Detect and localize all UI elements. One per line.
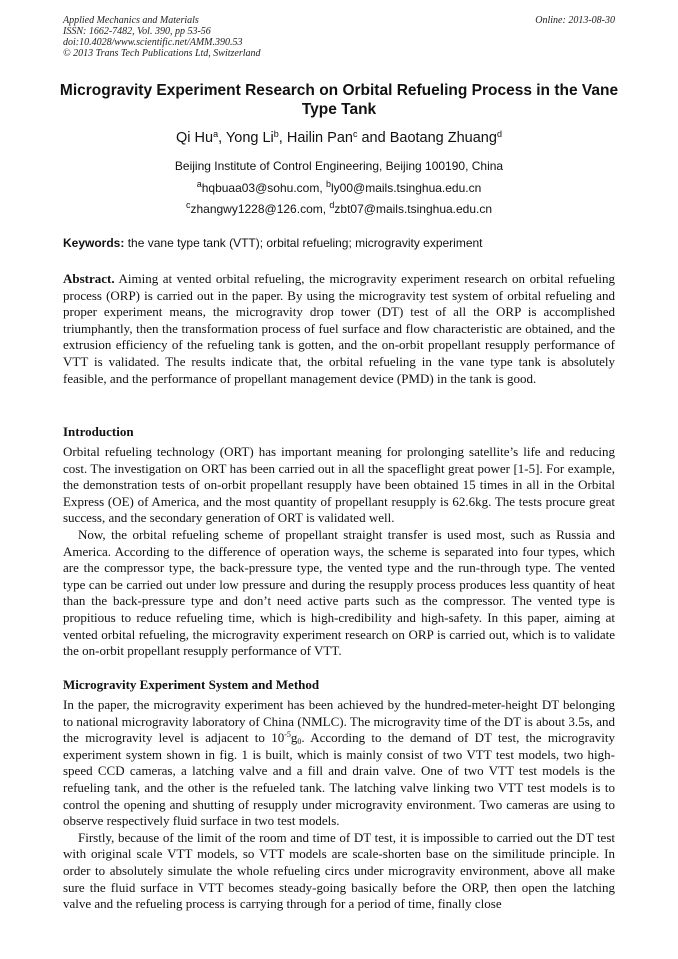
method-body <box>63 697 615 913</box>
author-sup: b <box>273 129 279 139</box>
email-a[interactable]: hqbuaa03@sohu.com <box>201 181 320 195</box>
author-sup: d <box>496 129 502 139</box>
journal-header <box>63 15 615 59</box>
affiliation: Beijing Institute of Control Engineering, Beijing 100190, China <box>174 159 504 173</box>
journal-issn: ISSN: 1662-7482, Vol. 390, pp 53-56 <box>63 26 211 37</box>
author-sup: a <box>213 129 219 139</box>
keywords-label: Keywords: <box>63 236 125 250</box>
abstract-label: Abstract. <box>63 271 115 286</box>
author-name: Baotang Zhuang <box>389 130 497 146</box>
keywords <box>63 236 623 250</box>
paper-title: Microgravity Experiment Research on Orbital Refueling Process in the Vane Type Tank <box>59 82 619 118</box>
paragraph: Orbital refueling technology (ORT) has important meaning for prolonging satellite’s life and reducing cost. The investigation on ORT has been carried out in all the spaceflight great power [1-5]. For example, the demonstration tests of on-orbit propellant resupply have been obtained 15 times in all in the Orbital Express (OE) of America, and the most quantity of propellant resupply is 62.6kg. The tests procure great success, and the secondary generation of ORT is validated well. <box>63 444 615 526</box>
author-name: Yong Li <box>225 130 274 146</box>
introduction-heading: Introduction <box>63 424 134 439</box>
email-b[interactable]: ly00@mails.tsinghua.edu.cn <box>331 181 482 195</box>
author-name: Qi Hu <box>176 130 214 146</box>
email-d[interactable]: zbt07@mails.tsinghua.edu.cn <box>334 202 493 216</box>
keywords-text: the vane type tank (VTT); orbital refueling; microgravity experiment <box>127 236 483 250</box>
method-heading: Microgravity Experiment System and Method <box>63 677 320 692</box>
abstract <box>63 271 615 387</box>
journal-name: Applied Mechanics and Materials <box>63 15 199 26</box>
email-c[interactable]: zhangwy1228@126.com <box>190 202 323 216</box>
paragraph: Firstly, because of the limit of the room and time of DT test, it is impossible to carried out the DT test with original scale VTT models, so VTT models are scale-shorten base on the similitude principle. In order to absolutely simulate the whole refueling circs under microgravity environment, above all make sure the fluid surface in VTT becomes steady-going basically before the ORP, then open the latching valve and the refueling process is carrying through for a period of time, finally close <box>63 829 615 912</box>
journal-copyright: © 2013 Trans Tech Publications Ltd, Switzerland <box>63 48 261 59</box>
email-line-1: $^a$hqbuaa03@sohu.com, $^b$ly00@mails.tsinghua.edu.cn <box>196 179 482 195</box>
author-sup: c <box>352 129 358 139</box>
paragraph: In the paper, the microgravity experiment has been achieved by the hundred-meter-height DT belonging to national microgravity laboratory of China (NMLC). The microgravity time of the DT is about 3.5s, and the microgravity level is adjacent to $10^{-5}g_0$. According to the demand of DT test, the microgravity experiment system shown in fig. 1 is built, which is mainly consist of two VTT test models, two high-speed CCD cameras, a latching valve and a fill and drain valve. One of two VTT test models is the refueling tank, and the other is the refueled tank. The latching valve linking two VTT test models is to control the opening and shutting of resupply under microgravity environment. Two cameras are using to observe respectively fluid surface in two test models. <box>63 697 615 829</box>
journal-doi: doi:10.4028/www.scientific.net/AMM.390.53 <box>63 37 243 48</box>
paragraph: Now, the orbital refueling scheme of propellant straight transfer is used most, such as Russia and America. According to the difference of operation ways, the scheme is separated into four types, which are the compressor type, the back-pressure type, the vented type and the run-through type. The vented type can be carried out under low pressure and during the resupply process produces less quantity of heat than the back-pressure type and don’t need active parts such as the compressor. The vented type is propitious to reduce refueling time, which is high-credibility and high-safety. In this paper, aiming at vented orbital refueling, the microgravity experiment research on ORP is carried out, which is to validate the on-orbit propellant resupply performance of VTT. <box>63 526 615 659</box>
author-name: Hailin Pan <box>286 130 353 146</box>
author-list: Qi Hu$^a$, Yong Li$^b$, Hailin Pan$^c$ and Baotang Zhuang$^d$ <box>176 129 502 146</box>
introduction-body <box>63 444 615 660</box>
abstract-text: Aiming at vented orbital refueling, the microgravity experiment research on orbital refueling process (ORP) is carried out in the paper. By using the microgravity test system of orbital refueling and proper experiment means, the microgravity drop tower (DT) test of all the ORP is accomplished triumphantly, then the transformation process of fuel surface and flow characteristic are obtained, and the extrusion efficiency of the refueling tank is gotten, and the on-orbit propellant resupply performance of VTT is validated. The results indicate that, the orbital refueling in the vane type tank is absolutely feasible, and the performance of propellant management device (PMD) in the tank is good. <box>63 271 615 386</box>
online-date: Online: 2013-08-30 <box>535 15 615 26</box>
email-line-2: $^c$zhangwy1228@126.com, $^d$zbt07@mails.tsinghua.edu.cn <box>185 200 493 216</box>
